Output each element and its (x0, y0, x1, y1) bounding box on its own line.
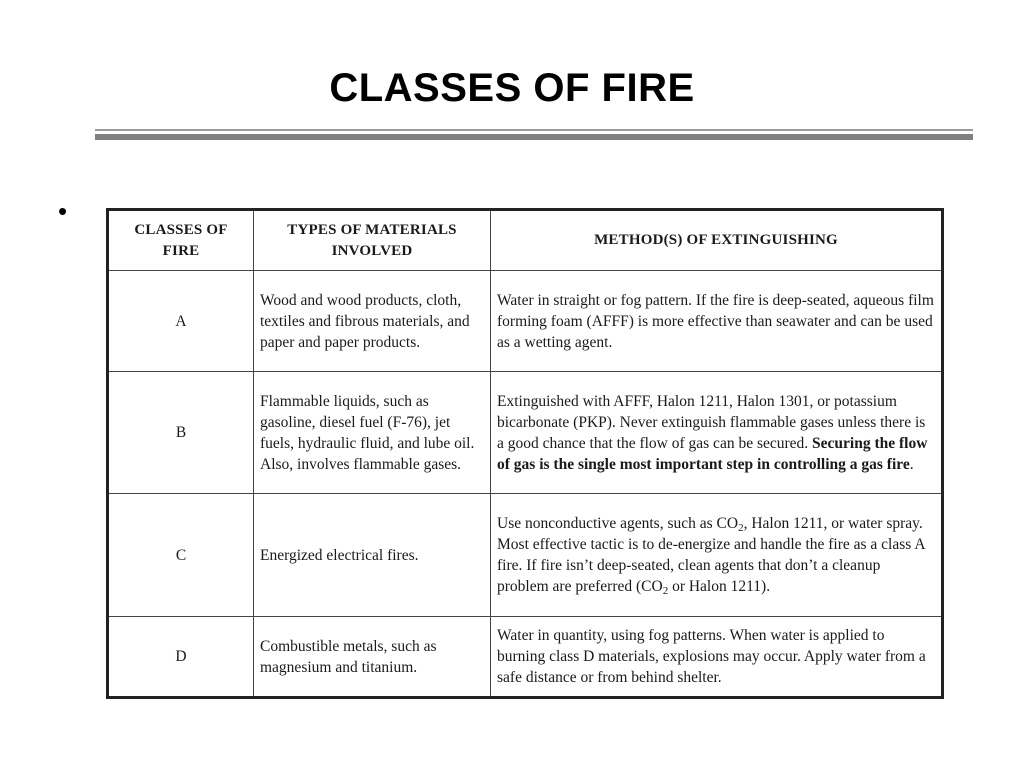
table-header-row (108, 210, 943, 271)
slide-title: CLASSES OF FIRE (329, 66, 695, 110)
title-divider (95, 129, 973, 141)
fire-classes-table (106, 208, 944, 699)
table-row (108, 494, 943, 617)
fire-class-cell: B (108, 372, 254, 494)
header-classes-of-fire: CLASSES OF FIRE (108, 210, 254, 271)
materials-cell: Energized electrical fires. (254, 494, 491, 617)
fire-class-cell: D (108, 617, 254, 698)
method-text: Use nonconductive agents, such as CO (497, 515, 739, 532)
method-text-end: or Halon 1211). (668, 578, 771, 595)
fire-class-cell: A (108, 271, 254, 372)
table-row (108, 372, 943, 494)
header-types-of-materials: TYPES OF MATERIALS INVOLVED (254, 210, 491, 271)
materials-cell: Wood and wood products, cloth, textiles and fibrous materials, and paper and paper products. (254, 271, 491, 372)
method-text: Extinguished with AFFF, Halon 1211, Halon 1301, or potassium bicarbonate (PKP). Never extinguish flammable gases unless there is a good chance that the flow of gas can be secured. (497, 392, 926, 452)
subscript-2: 2 (662, 585, 669, 597)
divider-thick-line (95, 134, 973, 140)
materials-cell: Flammable liquids, such as gasoline, diesel fuel (F-76), jet fuels, hydraulic fluid, and lube oil. Also, involves flammable gases. (254, 372, 491, 494)
divider-thin-line (95, 129, 973, 131)
materials-cell: Combustible metals, such as magnesium and titanium. (254, 617, 491, 698)
method-cell: Water in quantity, using fog patterns. When water is applied to burning class D materials, explosions may occur. Apply water from a safe distance or from behind shelter. (491, 617, 943, 698)
fire-class-cell: C (108, 494, 254, 617)
method-cell (491, 372, 943, 494)
bullet-point: • (58, 196, 68, 226)
method-cell: Water in straight or fog pattern. If the fire is deep-seated, aqueous film forming foam (AFFF) is more effective than seawater and can be used as a wetting agent. (491, 271, 943, 372)
subscript-2: 2 (738, 522, 744, 534)
method-text-end: . (909, 455, 914, 473)
table-row (108, 271, 943, 372)
table-row (108, 617, 943, 698)
method-text-middle: , Halon 1211, or water spray. Most effective tactic is to de-energize and handle the fire as a class A fire. If fire isn’t deep-seated, clean agents that don’t a cleanup problem are preferred (CO (497, 515, 925, 595)
method-cell (491, 494, 943, 617)
method-emphasis-text: Securing the flow of gas is the single most important step in controlling a gas fire (497, 434, 928, 473)
header-methods-of-extinguishing: METHOD(S) OF EXTINGUISHING (491, 210, 943, 271)
